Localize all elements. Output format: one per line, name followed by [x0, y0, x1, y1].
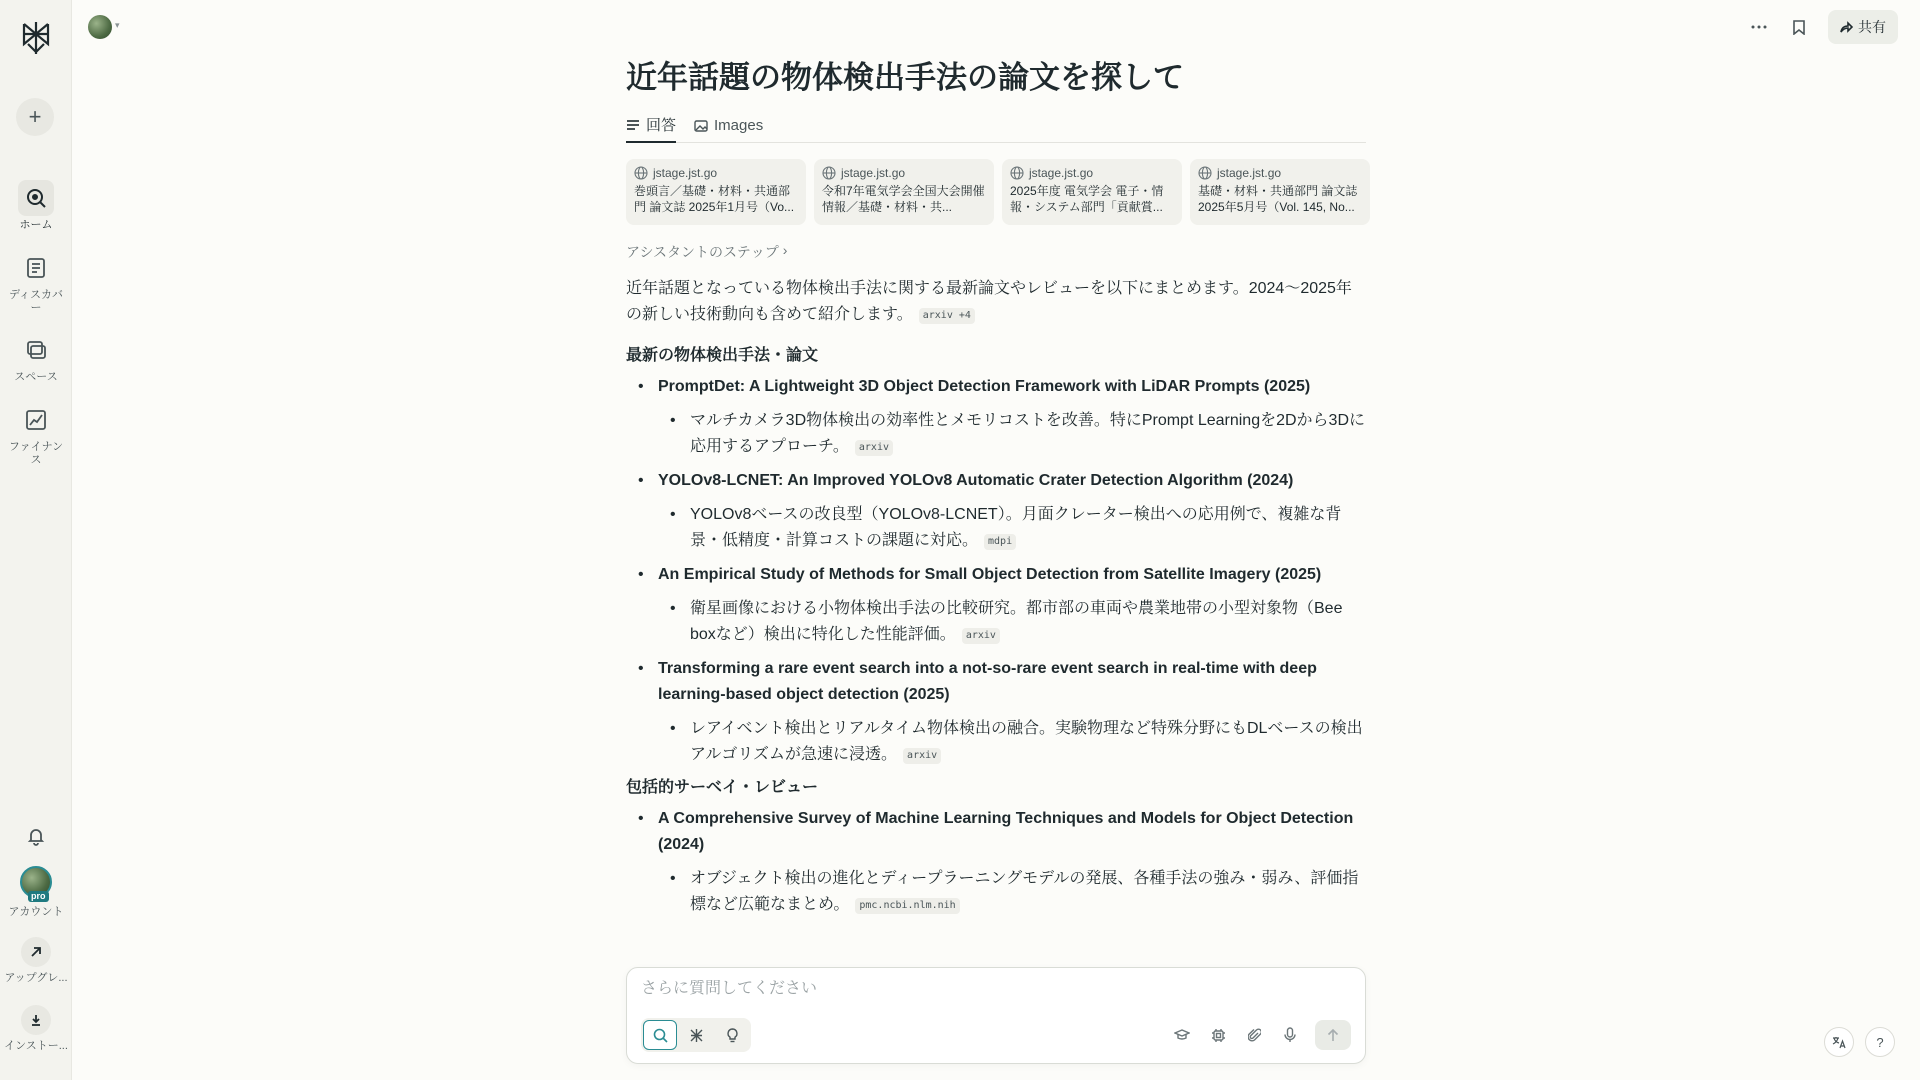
globe-icon [822, 166, 836, 180]
tab-answer[interactable] [626, 108, 676, 143]
avatar [20, 866, 52, 901]
citation-chip[interactable]: arxiv [962, 628, 1000, 644]
help-icon: ? [1876, 1034, 1884, 1050]
paper-title: • YOLOv8-LCNET: An Improved YOLOv8 Automatic Crater Detection Algorithm (2024) [658, 472, 1294, 489]
notifications-button[interactable] [0, 826, 72, 846]
description-text: 衛星画像における小物体検出手法の比較研究。都市部の車両や農業地帯の小型対象物（Bee boxなど）検出に特化した性能評価。 [690, 600, 1343, 643]
source-title: 巻頭言／基礎・材料・共通部門 論文誌 2025年1月号（Vo... [634, 184, 795, 214]
attach-button[interactable] [1243, 1024, 1265, 1046]
image-icon [694, 120, 708, 132]
sources-row [626, 159, 1370, 225]
sidebar-item-home[interactable] [0, 180, 72, 232]
intro-text: 近年話題となっている物体検出手法に関する最新論文やレビューを以下にまとめます。2024〜2025年の新しい技術動向も含めて紹介します。 [626, 280, 1352, 323]
share-button[interactable] [1828, 10, 1898, 44]
upgrade-label: アップグレ... [4, 972, 68, 984]
paper-title: • A Comprehensive Survey of Machine Learning Techniques and Models for Object Detection (2024) [658, 810, 1354, 853]
paper-title: • Transforming a rare event search into a not-so-rare event search in real-time with deep learning-based object detection (2025) [658, 660, 1317, 703]
bookmark-button[interactable] [1788, 16, 1810, 38]
graduation-cap-icon [1174, 1029, 1190, 1041]
source-title: 令和7年電気学会全国大会開催情報／基礎・材料・共... [822, 184, 985, 214]
submit-button[interactable] [1315, 1020, 1351, 1050]
microphone-icon [1284, 1027, 1296, 1043]
tab-label: Images [714, 117, 764, 134]
paper-title: • PromptDet: A Lightweight 3D Object Detection Framework with LiDAR Prompts (2025) [658, 378, 1311, 395]
citation-chip[interactable]: mdpi [984, 534, 1016, 550]
share-icon [1840, 21, 1853, 33]
tab-label: 回答 [646, 117, 677, 134]
source-card[interactable] [1190, 159, 1370, 225]
top-actions [1748, 10, 1898, 44]
new-thread-button[interactable] [16, 98, 54, 136]
follow-up-input[interactable] [641, 980, 1341, 998]
intro-paragraph [626, 276, 1366, 328]
list-item [626, 562, 1366, 648]
install-button[interactable] [0, 1005, 72, 1053]
account-button[interactable] [0, 866, 72, 919]
list-item [626, 806, 1366, 918]
translate-icon [1832, 1036, 1847, 1049]
paper-description [658, 866, 1366, 918]
share-label: 共有 [1858, 19, 1886, 35]
upgrade-button[interactable] [0, 937, 72, 985]
tab-images[interactable] [694, 108, 763, 143]
description-text: レアイベント検出とリアルタイム物体検出の融合。実験物理など特殊分野にもDLベースの検出アルゴリズムが急速に浸透。 [690, 720, 1363, 763]
list-item [626, 656, 1366, 768]
pro-badge: pro [28, 891, 49, 902]
search-icon [18, 180, 54, 216]
chevron-down-icon[interactable]: ▾ [115, 20, 120, 30]
mode-labs-button[interactable] [715, 1020, 749, 1050]
source-title: 基礎・材料・共通部門 論文誌 2025年5月号（Vol. 145, No... [1198, 184, 1358, 214]
academic-source-button[interactable] [1171, 1024, 1193, 1046]
paperclip-icon [1248, 1027, 1261, 1043]
list-icon [626, 119, 640, 131]
chip-icon [1211, 1028, 1226, 1043]
more-icon [1751, 25, 1767, 29]
paper-title: • An Empirical Study of Methods for Small Object Detection from Satellite Imagery (2025) [658, 566, 1322, 583]
download-icon [21, 1005, 51, 1035]
source-card[interactable] [626, 159, 806, 225]
source-host: jstage.jst.go [653, 166, 718, 180]
lightbulb-icon [726, 1028, 739, 1043]
steps-label: アシスタントのステップ [626, 244, 779, 260]
description-text: オブジェクト検出の進化とディープラーニングモデルの発展、各種手法の強み・弱み、評価指標など広範なまとめ。 [690, 870, 1359, 913]
citation-chip[interactable]: arxiv [855, 440, 893, 456]
section-heading: 最新の物体検出手法・論文 [626, 347, 819, 364]
account-label: アカウント [8, 906, 64, 918]
citation-chip[interactable]: arxiv [903, 748, 941, 764]
answer-body [626, 276, 1366, 926]
sidebar [0, 0, 72, 1080]
model-select-button[interactable] [1207, 1024, 1229, 1046]
search-mode-selector [641, 1018, 751, 1052]
help-button[interactable] [1865, 1027, 1895, 1057]
sidebar-item-finance[interactable] [0, 402, 72, 467]
sidebar-item-label: スペース [14, 371, 58, 383]
answer-tabs [626, 108, 1366, 143]
citation-chip[interactable]: arxiv +4 [919, 308, 975, 324]
source-title: 2025年度 電気学会 電子・情報・システム部門「貢献賞... [1010, 184, 1164, 214]
mode-research-button[interactable] [679, 1020, 713, 1050]
paper-description [658, 596, 1366, 648]
more-options-button[interactable] [1748, 16, 1770, 38]
sidebar-item-label: ディスカバー [8, 289, 64, 314]
paper-description [658, 502, 1366, 554]
search-icon [653, 1028, 668, 1043]
description-text: YOLOv8ベースの改良型（YOLOv8-LCNET）。月面クレーター検出への応用例で、複雑な背景・低精度・計算コストの課題に対応。 [690, 506, 1342, 549]
assistant-steps-toggle[interactable] [626, 242, 787, 262]
page-title: 近年話題の物体検出手法の論文を探して [626, 60, 1184, 95]
sidebar-item-label: ファイナンス [8, 441, 64, 466]
sidebar-item-discover[interactable] [0, 250, 72, 315]
source-host: jstage.jst.go [1217, 166, 1282, 180]
source-card[interactable] [1002, 159, 1182, 225]
survey-list [626, 806, 1366, 918]
mode-search-button[interactable] [643, 1020, 677, 1050]
list-item [626, 468, 1366, 554]
source-card[interactable] [814, 159, 994, 225]
globe-icon [634, 166, 648, 180]
source-host: jstage.jst.go [1029, 166, 1094, 180]
arrow-up-icon [1327, 1029, 1339, 1042]
voice-input-button[interactable] [1279, 1024, 1301, 1046]
bell-icon [0, 826, 72, 846]
language-button[interactable] [1824, 1027, 1854, 1057]
plus-icon: + [28, 104, 42, 129]
bookmark-icon [1793, 20, 1805, 35]
follow-up-composer [626, 967, 1366, 1064]
sidebar-item-spaces[interactable] [0, 332, 72, 384]
discover-icon [18, 250, 54, 286]
composer-tools [1171, 1020, 1351, 1050]
paper-description [658, 716, 1366, 768]
paper-list [626, 374, 1366, 768]
spaces-icon [18, 332, 54, 368]
perplexity-logo[interactable] [16, 18, 56, 58]
research-icon [689, 1028, 704, 1043]
user-avatar[interactable] [88, 15, 112, 39]
globe-icon [1010, 166, 1024, 180]
source-host: jstage.jst.go [841, 166, 906, 180]
globe-icon [1198, 166, 1212, 180]
list-item [626, 374, 1366, 460]
section-heading: 包括的サーベイ・レビュー [626, 779, 819, 796]
finance-icon [18, 402, 54, 438]
citation-chip[interactable]: pmc.ncbi.nlm.nih [855, 898, 959, 914]
paper-description [658, 408, 1366, 460]
install-label: インストー... [4, 1040, 68, 1052]
chevron-right-icon: › [782, 242, 788, 258]
description-text: マルチカメラ3D物体検出の効率性とメモリコストを改善。特にPrompt Learningを2Dから3Dに応用するアプローチ。 [690, 412, 1366, 455]
arrow-up-right-icon [21, 937, 51, 967]
sidebar-item-label: ホーム [19, 219, 53, 231]
